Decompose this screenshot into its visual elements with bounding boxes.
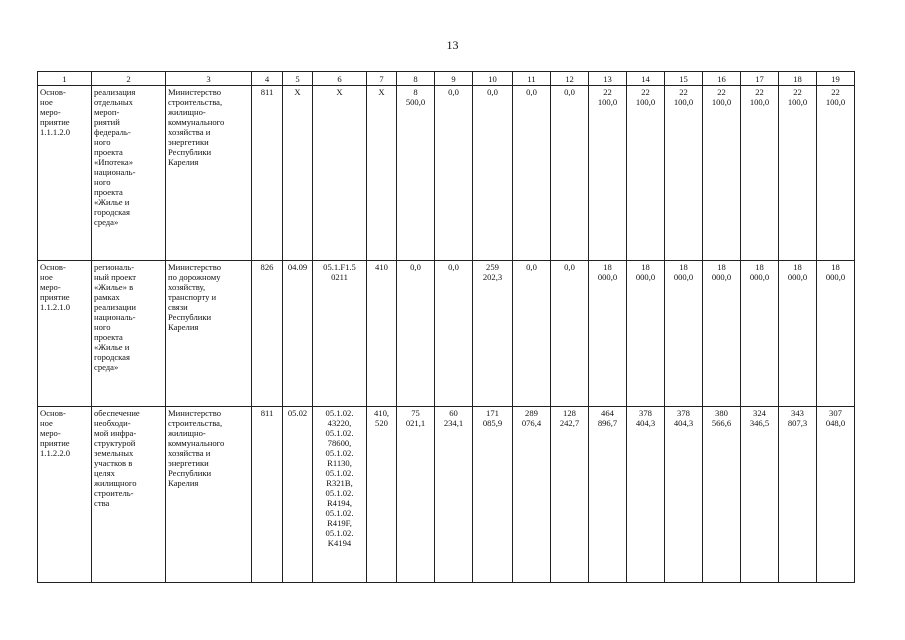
table-cell: Министерство по дорожному хозяйству, транспорту и связи Республики Карелия xyxy=(166,261,252,407)
col-header: 11 xyxy=(513,72,551,86)
table-cell: 8 500,0 xyxy=(397,86,435,261)
table-row xyxy=(38,86,855,261)
table-cell: 378 404,3 xyxy=(627,407,665,583)
table-cell: 324 346,5 xyxy=(741,407,779,583)
table-cell: 378 404,3 xyxy=(665,407,703,583)
table-cell: 0,0 xyxy=(435,261,473,407)
table-cell: 18 000,0 xyxy=(817,261,855,407)
table-cell: 0,0 xyxy=(435,86,473,261)
col-header: 10 xyxy=(473,72,513,86)
table-cell: 826 xyxy=(252,261,283,407)
table-cell: 464 896,7 xyxy=(589,407,627,583)
table-cell: 22 100,0 xyxy=(741,86,779,261)
table-cell: X xyxy=(283,86,313,261)
col-header: 13 xyxy=(589,72,627,86)
table-cell: 343 807,3 xyxy=(779,407,817,583)
col-header: 2 xyxy=(92,72,166,86)
table-cell: 18 000,0 xyxy=(665,261,703,407)
page-number: 13 xyxy=(446,38,459,52)
col-header: 14 xyxy=(627,72,665,86)
table-cell: 75 021,1 xyxy=(397,407,435,583)
table-cell: 22 100,0 xyxy=(817,86,855,261)
table-cell: 259 202,3 xyxy=(473,261,513,407)
table-cell: Основ- ное меро- приятие 1.1.2.1.0 xyxy=(38,261,92,407)
table-cell: 307 048,0 xyxy=(817,407,855,583)
table-cell: 05.1.F1.5 0211 xyxy=(313,261,367,407)
table-cell: обеспечение необходи- мой инфра- структурой земельных участков в целях жилищного строитель- ства xyxy=(92,407,166,583)
table-cell: 18 000,0 xyxy=(589,261,627,407)
table-cell: Министерство строительства, жилищно- коммунального хозяйства и энергетики Республики Карелия xyxy=(166,86,252,261)
col-header: 4 xyxy=(252,72,283,86)
table-cell: Основ- ное меро- приятие 1.1.1.2.0 xyxy=(38,86,92,261)
table-cell: Основ- ное меро- приятие 1.1.2.2.0 xyxy=(38,407,92,583)
table-row xyxy=(38,261,855,407)
table-cell: 410 xyxy=(367,261,397,407)
table-cell: 04.09 xyxy=(283,261,313,407)
table-cell: X xyxy=(367,86,397,261)
table-cell: X xyxy=(313,86,367,261)
table-cell: 0,0 xyxy=(513,261,551,407)
col-header: 18 xyxy=(779,72,817,86)
table-cell: 18 000,0 xyxy=(703,261,741,407)
table-cell: 18 000,0 xyxy=(779,261,817,407)
table-cell: 18 000,0 xyxy=(627,261,665,407)
table-cell: 22 100,0 xyxy=(703,86,741,261)
table-cell: Министерство строительства, жилищно- коммунального хозяйства и энергетики Республики Карелия xyxy=(166,407,252,583)
table-cell: 18 000,0 xyxy=(741,261,779,407)
table-row xyxy=(38,407,855,583)
table-cell: 410, 520 xyxy=(367,407,397,583)
table-cell: 0,0 xyxy=(513,86,551,261)
col-header: 17 xyxy=(741,72,779,86)
table-cell: 0,0 xyxy=(473,86,513,261)
table-cell: 0,0 xyxy=(397,261,435,407)
table-cell: 289 076,4 xyxy=(513,407,551,583)
col-header: 7 xyxy=(367,72,397,86)
table-cell: 0,0 xyxy=(551,86,589,261)
table-cell: 0,0 xyxy=(551,261,589,407)
table-cell: 811 xyxy=(252,86,283,261)
col-header: 1 xyxy=(38,72,92,86)
table-cell: 380 566,6 xyxy=(703,407,741,583)
table-cell: 05.02 xyxy=(283,407,313,583)
table-cell: 22 100,0 xyxy=(627,86,665,261)
col-header: 16 xyxy=(703,72,741,86)
col-header: 6 xyxy=(313,72,367,86)
header-row xyxy=(38,72,855,86)
table-cell: реализация отдельных мероп- риятий федераль- ного проекта «Ипотека» националь- ного проекта «Жилье и городская среда» xyxy=(92,86,166,261)
table-cell: 128 242,7 xyxy=(551,407,589,583)
table-cell: 22 100,0 xyxy=(589,86,627,261)
table-cell: региональ- ный проект «Жилье» в рамках реализации националь- ного проекта «Жилье и городская среда» xyxy=(92,261,166,407)
col-header: 12 xyxy=(551,72,589,86)
col-header: 5 xyxy=(283,72,313,86)
table-cell: 22 100,0 xyxy=(665,86,703,261)
col-header: 3 xyxy=(166,72,252,86)
col-header: 15 xyxy=(665,72,703,86)
col-header: 9 xyxy=(435,72,473,86)
table-cell: 171 085,9 xyxy=(473,407,513,583)
col-header: 8 xyxy=(397,72,435,86)
table-cell: 22 100,0 xyxy=(779,86,817,261)
table-cell: 60 234,1 xyxy=(435,407,473,583)
table-cell: 811 xyxy=(252,407,283,583)
table-cell: 05.1.02. 43220, 05.1.02. 78600, 05.1.02. R1130, 05.1.02. R321B, 05.1.02. R4194, 05.1.02. R419F, 05.1.02. K4194 xyxy=(313,407,367,583)
col-header: 19 xyxy=(817,72,855,86)
budget-table xyxy=(37,71,855,583)
